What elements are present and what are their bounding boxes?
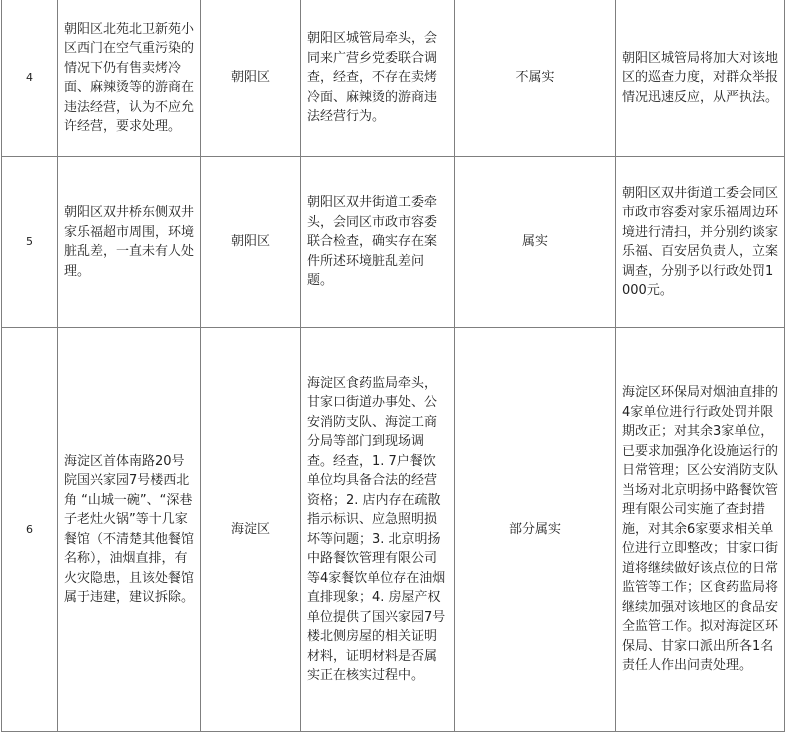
investigation-result: 朝阳区双井街道工委牵头，会同区市政市容委联合检查，确实存在案件所述环境脏乱差问题。 bbox=[301, 157, 455, 328]
row-number: 6 bbox=[2, 328, 58, 732]
complaint-report-table bbox=[1, 0, 785, 732]
handling-action: 朝阳区城管局将加大对该地区的巡查力度，对群众举报情况迅速反应，从严执法。 bbox=[616, 0, 785, 157]
verification-status: 属实 bbox=[455, 157, 616, 328]
district: 朝阳区 bbox=[201, 157, 301, 328]
row-number: 5 bbox=[2, 157, 58, 328]
investigation-result: 朝阳区城管局牵头，会同来广营乡党委联合调查，经查，不存在卖烤冷面、麻辣烫的游商违法经营行为。 bbox=[301, 0, 455, 157]
handling-action: 朝阳区双井街道工委会同区市政市容委对家乐福周边环境进行清扫，并分别约谈家乐福、百安居负责人，立案调查，分别予以行政处罚1000元。 bbox=[616, 157, 785, 328]
complaint-content: 朝阳区双井桥东侧双井家乐福超市周围，环境脏乱差，一直未有人处理。 bbox=[58, 157, 201, 328]
district: 朝阳区 bbox=[201, 0, 301, 157]
verification-status: 部分属实 bbox=[455, 328, 616, 732]
handling-action: 海淀区环保局对烟油直排的4家单位进行行政处罚并限期改正；对其余3家单位，已要求加强净化设施运行的日常管理；区公安消防支队当场对北京明扬中路餐饮管理有限公司实施了查封措施，对其余6家要求相关单位进行立即整改；甘家口街道将继续做好该点位的日常监管等工作；区食药监局将继续加强对该地区的食品安全监管工作。拟对海淀区环保局、甘家口派出所各1名责任人作出问责处理。 bbox=[616, 328, 785, 732]
table-row bbox=[2, 157, 785, 328]
row-number: 4 bbox=[2, 0, 58, 157]
investigation-result: 海淀区食药监局牵头，甘家口街道办事处、公安消防支队、海淀工商分局等部门到现场调查。经查，1. 7户餐饮单位均具备合法的经营资格；2. 店内存在疏散指示标识、应急照明损坏等问题；3. 北京明扬中路餐饮管理有限公司等4家餐饮单位存在油烟直排现象；4. 房屋产权单位提供了国兴家园7号楼北侧房屋的相关证明材料，证明材料是否属实正在核实过程中。 bbox=[301, 328, 455, 732]
table-row bbox=[2, 328, 785, 732]
verification-status: 不属实 bbox=[455, 0, 616, 157]
complaint-content: 朝阳区北苑北卫新苑小区西门在空气重污染的情况下仍有售卖烤冷面、麻辣烫等的游商在违法经营，认为不应允许经营，要求处理。 bbox=[58, 0, 201, 157]
district: 海淀区 bbox=[201, 328, 301, 732]
table-row bbox=[2, 0, 785, 157]
complaint-content: 海淀区首体南路20号院国兴家园7号楼西北角 “山城一碗”、“深巷子老灶火锅”等十几家餐馆（不清楚其他餐馆名称），油烟直排，有火灾隐患，且该处餐馆属于违建，建议拆除。 bbox=[58, 328, 201, 732]
